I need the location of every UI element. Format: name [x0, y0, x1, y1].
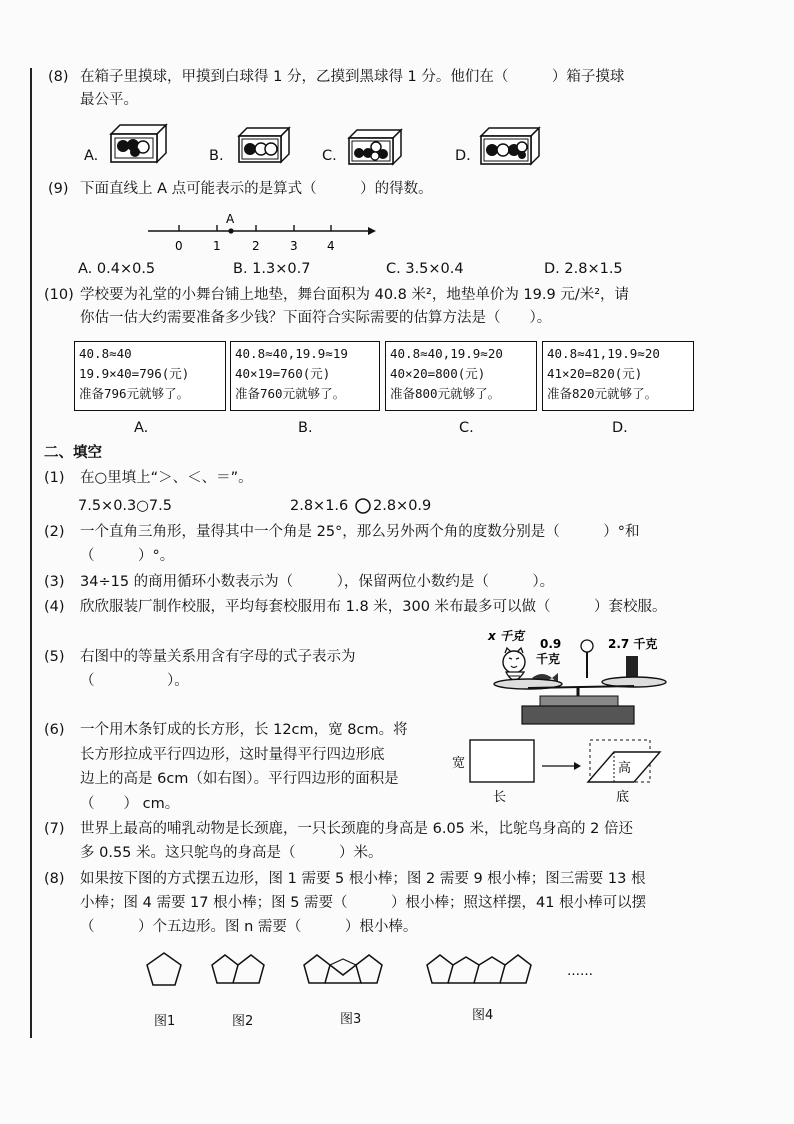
ellipsis: ……	[567, 964, 593, 979]
f5-text-line2: （ ）。	[80, 673, 189, 689]
box-a-image	[108, 122, 168, 164]
f2-text-line1: 一个直角三角形，量得其中一个角是 25°，那么另外两个角的度数分别是（ ）°和	[80, 524, 640, 540]
box-a-label: A.	[134, 420, 149, 436]
f6-text-line3: 边上的高是 6cm（如右图）。平行四边形的面积是	[80, 771, 399, 787]
f6-text-line1: 一个用木条钉成的长方形，长 12cm，宽 8cm。将	[80, 722, 408, 738]
f7-text-line2: 多 0.55 米。这只鸵鸟的身高是（ ）米。	[80, 845, 383, 861]
box-c-image	[346, 126, 404, 166]
box-d-line2: 41×20=820(元)	[547, 366, 643, 381]
q10-text-line1: 学校要为礼堂的小舞台铺上地垫，舞台面积为 40.8 米²，地垫单价为 19.9 元/米²，请	[80, 287, 630, 303]
scale-mid-label-1: 0.9	[540, 637, 562, 651]
f5-number: (5)	[44, 649, 65, 665]
q9-option-c: C. 3.5×0.4	[386, 261, 464, 277]
f6-text-line4: （ ） cm。	[80, 796, 180, 812]
point-a-marker	[228, 228, 233, 233]
caption-fig3: 图3	[340, 1012, 362, 1027]
q8-option-c: C.	[322, 148, 337, 164]
pentagon-fig1-icon	[147, 953, 181, 985]
number-line	[140, 210, 380, 256]
box-d-line1: 40.8≈41,19.9≈20	[547, 346, 660, 361]
rectangle-parallelogram-figure	[446, 734, 666, 810]
box-c-label: C.	[459, 420, 474, 436]
f5-text-line1: 右图中的等量关系用含有字母的式子表示为	[80, 649, 356, 665]
box-b-line3: 准备760元就够了。	[235, 386, 346, 401]
estimate-box-b	[230, 341, 380, 411]
q9-text: 下面直线上 A 点可能表示的是算式（ ）的得数。	[80, 181, 433, 197]
tick-label-2: 2	[252, 239, 260, 253]
box-c-line2: 40×20=800(元)	[390, 366, 486, 381]
q8-number: (8)	[48, 69, 69, 85]
width-label: 宽	[452, 756, 466, 771]
box-a-line1: 40.8≈40	[79, 346, 132, 361]
f8-text-line3: （ ）个五边形。图 n 需要（ ）根小棒。	[80, 919, 418, 935]
q10-text-line2: 你估一估大约需要准备多少钱？下面符合实际需要的估算方法是（ ）。	[80, 310, 552, 326]
scale-right-label: 2.7 千克	[608, 637, 658, 651]
q8-text-line2: 最公平。	[80, 92, 138, 108]
box-d-label: D.	[612, 420, 628, 436]
box-b-line1: 40.8≈40,19.9≈19	[235, 346, 348, 361]
tiger-icon	[503, 648, 525, 680]
box-c-line3: 准备800元就够了。	[390, 386, 501, 401]
box-b-label: B.	[298, 420, 313, 436]
f7-number: (7)	[44, 821, 65, 837]
f1-number: (1)	[44, 470, 65, 486]
f1-expr2-left: 2.8×1.6	[290, 498, 349, 514]
f7-text-line1: 世界上最高的哺乳动物是长颈鹿，一只长颈鹿的身高是 6.05 米，比鸵鸟身高的 2 倍还	[80, 821, 633, 837]
compare-circle-icon[interactable]	[354, 497, 372, 515]
box-d-line3: 准备820元就够了。	[547, 386, 658, 401]
point-a-label: A	[226, 212, 235, 226]
scale-mid-label-2: 千克	[536, 652, 561, 666]
q8-option-b: B.	[209, 148, 224, 164]
f8-number: (8)	[44, 871, 65, 887]
f4-text: 欣欣服装厂制作校服，平均每套校服用布 1.8 米，300 米布最多可以做（ ）套校服。	[80, 599, 667, 615]
tick-label-4: 4	[327, 239, 335, 253]
weight-icon	[626, 656, 638, 678]
box-a-line3: 准备796元就够了。	[79, 386, 190, 401]
q8-option-a: A.	[84, 148, 99, 164]
tick-label-0: 0	[175, 239, 183, 253]
f6-text-line2: 长方形拉成平行四边形，这时量得平行四边形底	[80, 747, 385, 763]
q9-option-b: B. 1.3×0.7	[233, 261, 311, 277]
box-d-image	[478, 124, 542, 166]
base-label: 底	[616, 790, 630, 805]
caption-fig4: 图4	[472, 1008, 494, 1023]
box-b-line2: 40×19=760(元)	[235, 366, 331, 381]
q8-option-d: D.	[455, 148, 471, 164]
section-title: 二、填空	[44, 445, 102, 461]
f8-text-line1: 如果按下图的方式摆五边形，图 1 需要 5 根小棒；图 2 需要 9 根小棒；图三需要 13 根	[80, 871, 646, 887]
estimate-box-d	[542, 341, 694, 411]
caption-fig1: 图1	[154, 1014, 176, 1029]
f6-number: (6)	[44, 722, 65, 738]
tick-label-3: 3	[290, 239, 298, 253]
scale-left-label: x 千克	[488, 629, 524, 643]
f8-text-line2: 小棒；图 4 需要 17 根小棒；图 5 需要（ ）根小棒；照这样摆，41 根小棒可以摆	[80, 895, 647, 911]
estimate-box-a	[74, 341, 226, 411]
length-label: 长	[493, 790, 507, 805]
box-b-image	[236, 124, 292, 164]
height-label: 高	[618, 761, 632, 776]
f1-expr1: 7.5×0.3○7.5	[78, 498, 172, 514]
q9-number: (9)	[48, 181, 69, 197]
tick-label-1: 1	[213, 239, 221, 253]
pentagon-fig4-icon	[427, 955, 531, 983]
pentagon-fig2-icon	[212, 955, 264, 983]
f4-number: (4)	[44, 599, 65, 615]
f2-number: (2)	[44, 524, 65, 540]
balance-scale-figure	[478, 626, 678, 730]
q9-option-d: D. 2.8×1.5	[544, 261, 623, 277]
f3-text: 34÷15 的商用循环小数表示为（ ），保留两位小数约是（ ）。	[80, 574, 555, 590]
q8-text-line1: 在箱子里摸球，甲摸到白球得 1 分，乙摸到黑球得 1 分。他们在（ ）箱子摸球	[80, 69, 625, 85]
q9-option-a: A. 0.4×0.5	[78, 261, 156, 277]
f1-text: 在○里填上“＞、＜、＝”。	[80, 470, 253, 486]
caption-fig2: 图2	[232, 1014, 254, 1029]
f2-text-line2: （ ）°。	[80, 548, 175, 564]
box-a-line2: 19.9×40=796(元)	[79, 366, 190, 381]
estimate-box-c	[385, 341, 537, 411]
box-c-line1: 40.8≈40,19.9≈20	[390, 346, 503, 361]
pentagon-sequence-figure	[130, 945, 630, 1005]
left-margin-rule	[30, 68, 32, 1038]
f3-number: (3)	[44, 574, 65, 590]
f1-expr2-right: 2.8×0.9	[373, 498, 432, 514]
q10-number: (10)	[44, 287, 74, 303]
pentagon-fig3-icon	[304, 955, 382, 983]
